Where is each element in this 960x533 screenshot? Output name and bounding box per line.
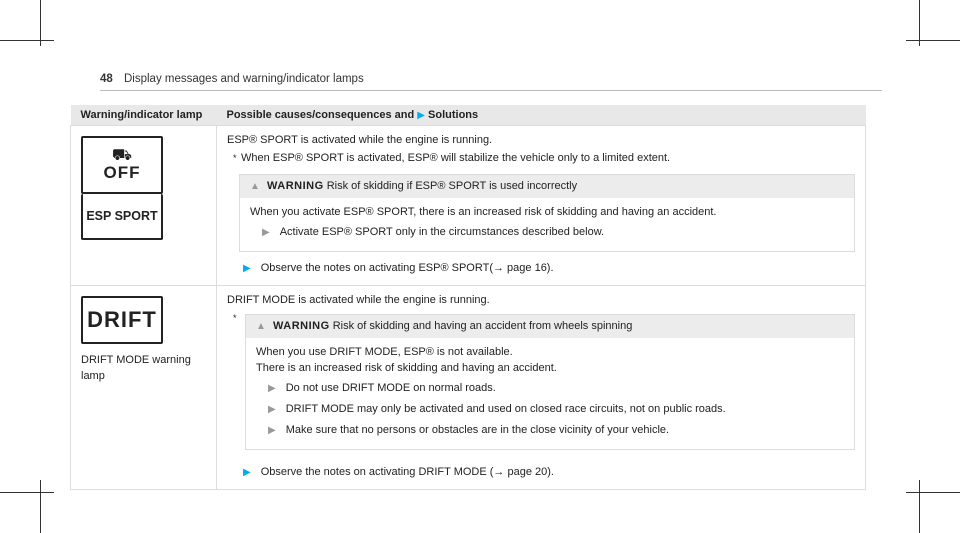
page-title: Display messages and warning/indicator lamps bbox=[124, 73, 364, 85]
esp-sport-lamp-icon: ESP SPORT bbox=[81, 194, 163, 240]
page-header bbox=[100, 73, 364, 85]
crop-mark bbox=[0, 40, 54, 41]
arrow-icon: ▶ bbox=[268, 425, 276, 436]
warning-triangle-icon: ▲ bbox=[250, 181, 260, 192]
cause-text: DRIFT MODE is activated while the engine is running. bbox=[227, 294, 490, 306]
note-text: * When ESP® SPORT is activated, ESP® will stabilize the vehicle only to a limited extent. bbox=[233, 152, 671, 164]
col-header-causes: Possible causes/consequences and ▶ Solutions bbox=[217, 105, 866, 126]
crop-mark bbox=[0, 492, 54, 493]
arrow-icon: ▶ bbox=[417, 110, 425, 121]
arrow-icon: ▶ bbox=[243, 467, 251, 478]
causes-cell: DRIFT MODE is activated while the engine is running. * ▲ WARNING Risk of skidding and having an accident from wheels spinning When you use DRIFT MODE, ESP® is not available. There is an increased risk of skidding and having an accident. ▶ Do not use DRIFT MODE on normal roads. ▶ DRIFT MODE may only be activated and used on closed race circuits, not on public roads. ▶ Make sure that no persons or obstacles are in the close vicinity of your vehicle. ▶ Observe the notes on activating DRIFT MODE (→ page 20). bbox=[217, 286, 866, 490]
lamp-caption: DRIFT MODE warning lamp bbox=[81, 354, 191, 382]
crop-mark bbox=[906, 40, 960, 41]
cause-text: ESP® SPORT is activated while the engine is running. bbox=[227, 134, 493, 146]
warning-triangle-icon: ▲ bbox=[256, 321, 266, 332]
drift-lamp-icon: DRIFT bbox=[81, 296, 163, 344]
page-number: 48 bbox=[100, 73, 113, 85]
crop-mark bbox=[40, 480, 41, 533]
col-header-lamp: Warning/indicator lamp bbox=[71, 105, 217, 126]
warning-box bbox=[245, 314, 855, 450]
table-row bbox=[71, 286, 866, 490]
lamp-cell bbox=[71, 126, 217, 286]
table-row bbox=[71, 126, 866, 286]
arrow-icon: ▶ bbox=[243, 263, 251, 274]
solution-item: ▶ Observe the notes on activating DRIFT MODE (→ page 20). bbox=[243, 466, 554, 478]
solution-item: ▶ Observe the notes on activating ESP® SPORT(→ page 16). bbox=[243, 262, 554, 274]
arrow-icon: ▶ bbox=[262, 227, 270, 238]
warning-action: ▶ Activate ESP® SPORT only in the circumstances described below. bbox=[262, 226, 605, 238]
header-rule bbox=[100, 90, 882, 91]
list-item: ▶ Make sure that no persons or obstacles are in the close vicinity of your vehicle. bbox=[268, 424, 670, 436]
table-header-row bbox=[71, 105, 866, 126]
crop-mark bbox=[919, 480, 920, 533]
list-item: ▶ DRIFT MODE may only be activated and used on closed race circuits, not on public roads. bbox=[268, 403, 726, 415]
car-skid-icon: ⛟ bbox=[111, 147, 133, 164]
warning-body: When you activate ESP® SPORT, there is an increased risk of skidding and having an accident. ▶ Activate ESP® SPORT only in the circumstances described below. bbox=[240, 198, 854, 251]
warning-box bbox=[239, 174, 855, 252]
lamp-cell bbox=[71, 286, 217, 490]
esp-off-lamp-icon: ⛟ OFF bbox=[81, 136, 163, 194]
warning-body: When you use DRIFT MODE, ESP® is not available. There is an increased risk of skidding and having an accident. ▶ Do not use DRIFT MODE on normal roads. ▶ DRIFT MODE may only be activated and used on closed race circuits, not on public roads. ▶ Make sure that no persons or obstacles are in the close vicinity of your vehicle. bbox=[246, 338, 854, 449]
crop-mark bbox=[906, 492, 960, 493]
causes-cell bbox=[217, 126, 866, 286]
warning-lamp-table bbox=[70, 105, 866, 490]
arrow-icon: ▶ bbox=[268, 383, 276, 394]
warning-header: ▲ WARNING Risk of skidding and having an accident from wheels spinning bbox=[246, 315, 854, 338]
arrow-icon: ▶ bbox=[268, 404, 276, 415]
list-item: ▶ Do not use DRIFT MODE on normal roads. bbox=[268, 382, 496, 394]
warning-header: ▲ WARNING Risk of skidding if ESP® SPORT is used incorrectly bbox=[240, 175, 854, 198]
